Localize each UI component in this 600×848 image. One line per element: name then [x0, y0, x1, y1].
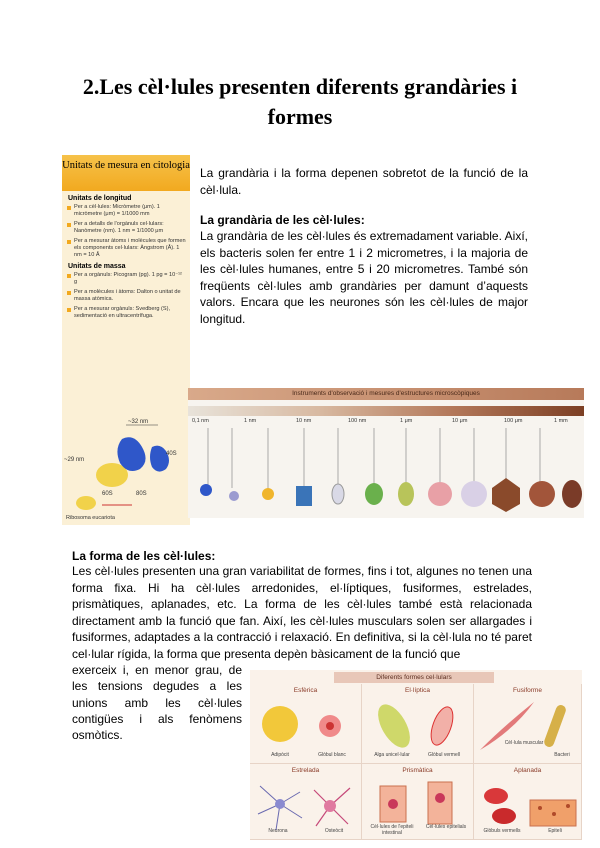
ribosome-label: 60S — [102, 491, 113, 497]
panel-caption: Alga unicel·lular — [374, 752, 410, 758]
panel-title: Esfèrica — [293, 687, 318, 694]
panel-caption: Cèl·lules de l'epiteli intestinal — [370, 824, 414, 836]
panel-caption: Glòbul blanc — [318, 752, 346, 758]
panel-caption: Glòbuls vermells — [483, 828, 521, 834]
ribosome-label: ~32 nm — [128, 419, 149, 425]
size-paragraph: La grandària de les cèl·lules és extremadament variable. Així, els bacteris solen fer entre 1 i 2 micrometres, i la majoria de les cèl·lules humanes, entre 5 i 20 micrometres. També són freqüents cèl·lules amb grandàries per damunt d’aquests valors. Encara que les neurones són les cèl·lules de major longitud. — [200, 229, 528, 326]
panel-caption: Glòbul vermell — [428, 752, 460, 758]
panel-caption: Neurona — [268, 828, 288, 834]
mass-item: Per a orgànuls: Picogram (pg). 1 pg = 10⁻¹² g — [74, 272, 186, 286]
panel-caption: Cèl·lules epitelials — [425, 824, 467, 830]
shape-heading: La forma de les cèl·lules: — [72, 549, 216, 563]
panel-caption: Epiteli — [548, 828, 562, 834]
intro-paragraph: La grandària i la forma depenen sobretot de la funció de la cèl·lula. — [200, 166, 528, 197]
units-figure — [62, 155, 190, 525]
panel-title: Aplanada — [513, 767, 542, 774]
scale-label: 1 nm — [244, 418, 257, 424]
scale-label: 0,1 nm — [192, 418, 209, 424]
ribosome-label: 40S — [166, 451, 177, 457]
aplanada-illustration — [474, 774, 582, 834]
length-item: Per a cèl·lules: Micròmetre (μm). 1 micròmetre (μm) = 1/1000 mm — [74, 204, 186, 218]
shape-panel-aplanada — [474, 764, 582, 840]
panel-caption: Adipòcit — [271, 752, 289, 758]
ribosome-label: 80S — [136, 491, 147, 497]
elliptica-illustration — [362, 696, 474, 756]
length-heading: Unitats de longitud — [68, 195, 132, 202]
mass-heading: Unitats de massa — [68, 263, 126, 270]
cell-shapes-title: Diferents formes cel·lulars — [334, 672, 494, 683]
mass-item: Per a mesurar orgànuls: Svedberg (S), sedimentació en ultracentrífuga. — [74, 306, 186, 320]
instruments-figure-title: Instruments d'observació i mesures d'estructures microscòpiques — [188, 388, 584, 400]
shape-panel-elliptica — [362, 684, 474, 764]
scale-bar — [188, 406, 584, 416]
fusiforme-illustration — [474, 696, 582, 756]
shape-panel-estrelada — [250, 764, 362, 840]
panel-title: Estrelada — [291, 767, 320, 774]
scale-label: 100 nm — [348, 418, 367, 424]
scale-label: 1 μm — [400, 418, 413, 424]
page-title: 2.Les cèl·lules presenten diferents grandàries i formes — [82, 74, 518, 129]
units-caption: Ribosoma eucariota — [66, 515, 115, 521]
panel-caption: Cèl·lula muscular — [504, 740, 544, 746]
panel-caption: Osteòcit — [324, 828, 344, 834]
estrelada-illustration — [250, 774, 362, 834]
shape-paragraph-bottom: exerceix i, en menor grau, de les tensions degudes a les unions amb les cèl·lules contigües i als fenòmens osmòtics. — [72, 663, 242, 743]
esferica-illustration — [250, 696, 362, 756]
scale-label: 100 μm — [504, 418, 523, 424]
shape-paragraph-top: Les cèl·lules presenten una gran variabilitat de formes, fins i tot, algunes no tenen una forma fixa. Hi ha cèl·lules arredonides, el·líptiques, fusiformes, estrelades, prismàtiques, aplanades, etc. La forma de les cèl·lules també està relacionada directament amb la funció que fan. Així, les cèl·lules musculars solen ser allargades i fusiformes, adaptades a la contracció i relaxació. En definitiva, si la cèl·lula no té paret cel·lular rígida, la forma que presenta depèn bàsicament de la funció que — [72, 564, 532, 661]
size-heading: La grandària de les cèl·lules: — [200, 213, 365, 227]
ribosome-illustration — [62, 417, 190, 517]
length-item: Per a detalls de l'orgànuls cel·lulars: Nanòmetre (nm). 1 nm = 1/1000 μm — [74, 221, 186, 235]
shape-panel-prismatica — [362, 764, 474, 840]
scale-objects-illustration — [188, 428, 584, 516]
units-figure-title: Unitats de mesura en citologia — [62, 155, 190, 191]
mass-item: Per a molècules i àtoms: Dalton o unitat de massa atòmica. — [74, 289, 186, 303]
scale-label: 10 nm — [296, 418, 312, 424]
ribosome-label: ~29 nm — [64, 457, 85, 463]
length-item: Per a mesurar àtoms i molècules que formen els components cel·lulars: Àngstrom (Å). 1 nm = 10 Å — [74, 238, 186, 258]
instruments-figure — [188, 388, 584, 518]
shape-panel-esferica — [250, 684, 362, 764]
shape-panel-fusiforme — [474, 684, 582, 764]
panel-title: Prismàtica — [402, 767, 433, 774]
scale-label: 10 μm — [452, 418, 468, 424]
scale-label: 1 mm — [554, 418, 568, 424]
panel-title: Fusiforme — [513, 687, 542, 694]
cell-shapes-figure — [250, 670, 582, 840]
panel-caption: Bacteri — [554, 752, 570, 758]
panel-title: El·líptica — [405, 687, 430, 694]
